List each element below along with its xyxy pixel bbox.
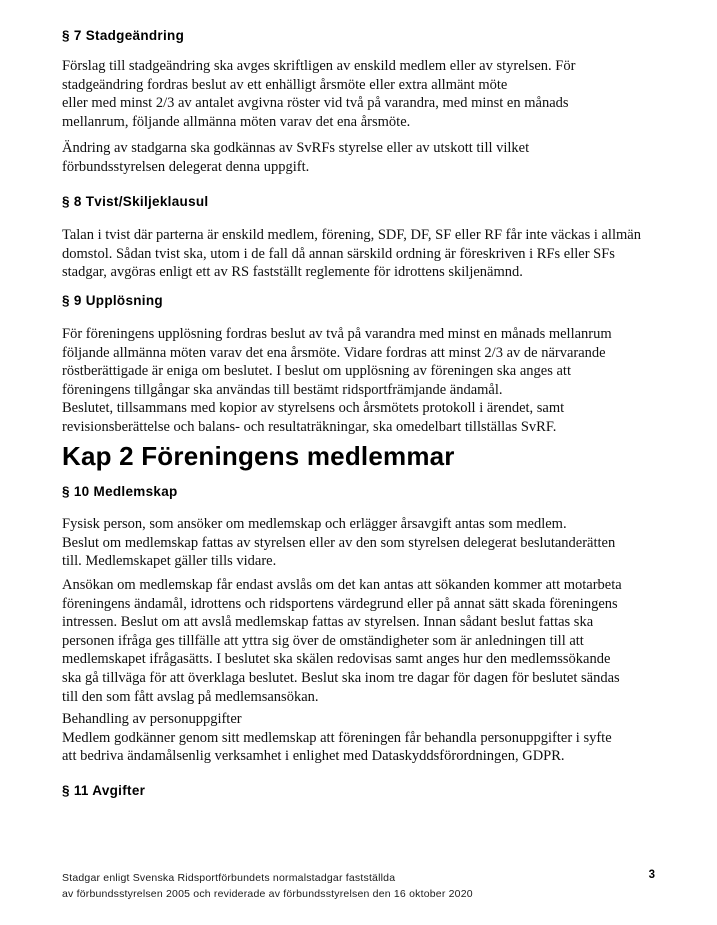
paragraph [62, 139, 529, 176]
paragraph-line: Beslut om medlemskap fattas av styrelsen eller av den som styrelsen delegerat beslutanderätten [62, 534, 616, 551]
footer-line-1: Stadgar enligt Svenska Ridsportförbundets normalstadgar fastställda [62, 872, 396, 884]
paragraph [62, 515, 615, 571]
paragraph-line: medlemskapet ifrågasätts. I beslutet ska skälen redovisas samt anges hur den medlemssökande [62, 651, 611, 668]
paragraph-line: För föreningens upplösning fordras beslut av två på varandra med minst en månads mellanrum [62, 326, 612, 342]
paragraph-line: revisionsberättelse och balans- och resultaträkningar, ska omedelbart tillställas SvRF. [62, 418, 557, 435]
paragraph [62, 226, 641, 282]
section-heading: § 11 Avgifter [62, 783, 146, 798]
paragraph-line: eller med minst 2/3 av antalet avgivna röster vid två på varandra, med minst en månads [62, 95, 569, 112]
paragraph-line: stadgeändring fordras beslut av ett enhälligt årsmöte eller extra allmänt möte [62, 76, 508, 93]
paragraph-line: intressen. Beslut om att avslå medlemskap fattas av styrelsen. Innan sådant beslut fattas ska [62, 614, 594, 631]
paragraph-line: ska gå tillväga för att överklaga beslutet. Beslut ska inom tre dagar för dagen för beslutet sändas [62, 669, 620, 686]
page-number: 3 [648, 869, 655, 881]
paragraph [62, 57, 575, 131]
paragraph-line: föreningens ändamål, idrottens och ridsportens värdegrund eller på annat sätt skada föreningens [62, 595, 618, 612]
paragraph-line: personen ifråga ges tillfälle att yttra sig över de omständigheter som är anledningen till att [62, 632, 584, 649]
paragraph [62, 710, 612, 766]
paragraph-line: till den som fått avslag på medlemsansökan. [62, 688, 319, 705]
page-footer [62, 870, 473, 902]
paragraph-line: Ändring av stadgarna ska godkännas av SvRFs styrelse eller av utskott till vilket [62, 140, 530, 156]
section-heading: § 9 Upplösning [62, 293, 163, 308]
paragraph-line: Förslag till stadgeändring ska avges skriftligen av enskild medlem eller av styrelsen. För [62, 58, 576, 74]
paragraph [62, 576, 622, 706]
section-heading: § 10 Medlemskap [62, 484, 178, 499]
paragraph-line: Ansökan om medlemskap får endast avslås om det kan antas att sökanden kommer att motarbeta [62, 577, 622, 593]
paragraph-line: att bedriva ändamålsenlig verksamhet i enlighet med Dataskyddsförordningen, GDPR. [62, 748, 565, 765]
paragraph-line: följande allmänna möten varav det ena årsmöte. Vidare fordras att minst 2/3 av de närvarande [62, 344, 606, 361]
paragraph-line: förbundsstyrelsen delegerat denna uppgift. [62, 158, 310, 175]
paragraph-line: Fysisk person, som ansöker om medlemskap och erlägger årsavgift antas som medlem. [62, 516, 567, 532]
paragraph-line: mellanrum, följande allmänna möten varav det ena årsmöte. [62, 113, 411, 130]
footer-line-2: av förbundsstyrelsen 2005 och reviderade av förbundsstyrelsen den 16 oktober 2020 [62, 888, 473, 900]
paragraph-line: Behandling av personuppgifter [62, 711, 242, 727]
section-heading: § 8 Tvist/Skiljeklausul [62, 194, 209, 209]
paragraph-line: stadgar, avgöras enligt ett av RS fastställt reglemente för idrottens skiljenämnd. [62, 264, 523, 281]
paragraph-line: Beslutet, tillsammans med kopior av styrelsens och årsmötets protokoll i ärendet, samt [62, 400, 565, 417]
paragraph-line: domstol. Sådan tvist ska, utom i de fall då annan särskild ordning är föreskriven i RFs eller SFs [62, 245, 615, 262]
paragraph [62, 325, 612, 437]
paragraph-line: föreningens tillgångar ska användas till bestämt ridsportfrämjande ändamål. [62, 381, 503, 398]
paragraph-line: Talan i tvist där parterna är enskild medlem, förening, SDF, DF, SF eller RF får inte väckas i allmän [62, 227, 641, 243]
paragraph-line: till. Medlemskapet gäller tills vidare. [62, 553, 277, 570]
paragraph-line: Medlem godkänner genom sitt medlemskap att föreningen får behandla personuppgifter i syfte [62, 729, 612, 746]
section-heading: § 7 Stadgeändring [62, 28, 185, 43]
chapter-heading: Kap 2 Föreningens medlemmar [62, 441, 455, 471]
paragraph-line: röstberättigade är eniga om beslutet. I beslut om upplösning av föreningen ska anges att [62, 363, 571, 380]
